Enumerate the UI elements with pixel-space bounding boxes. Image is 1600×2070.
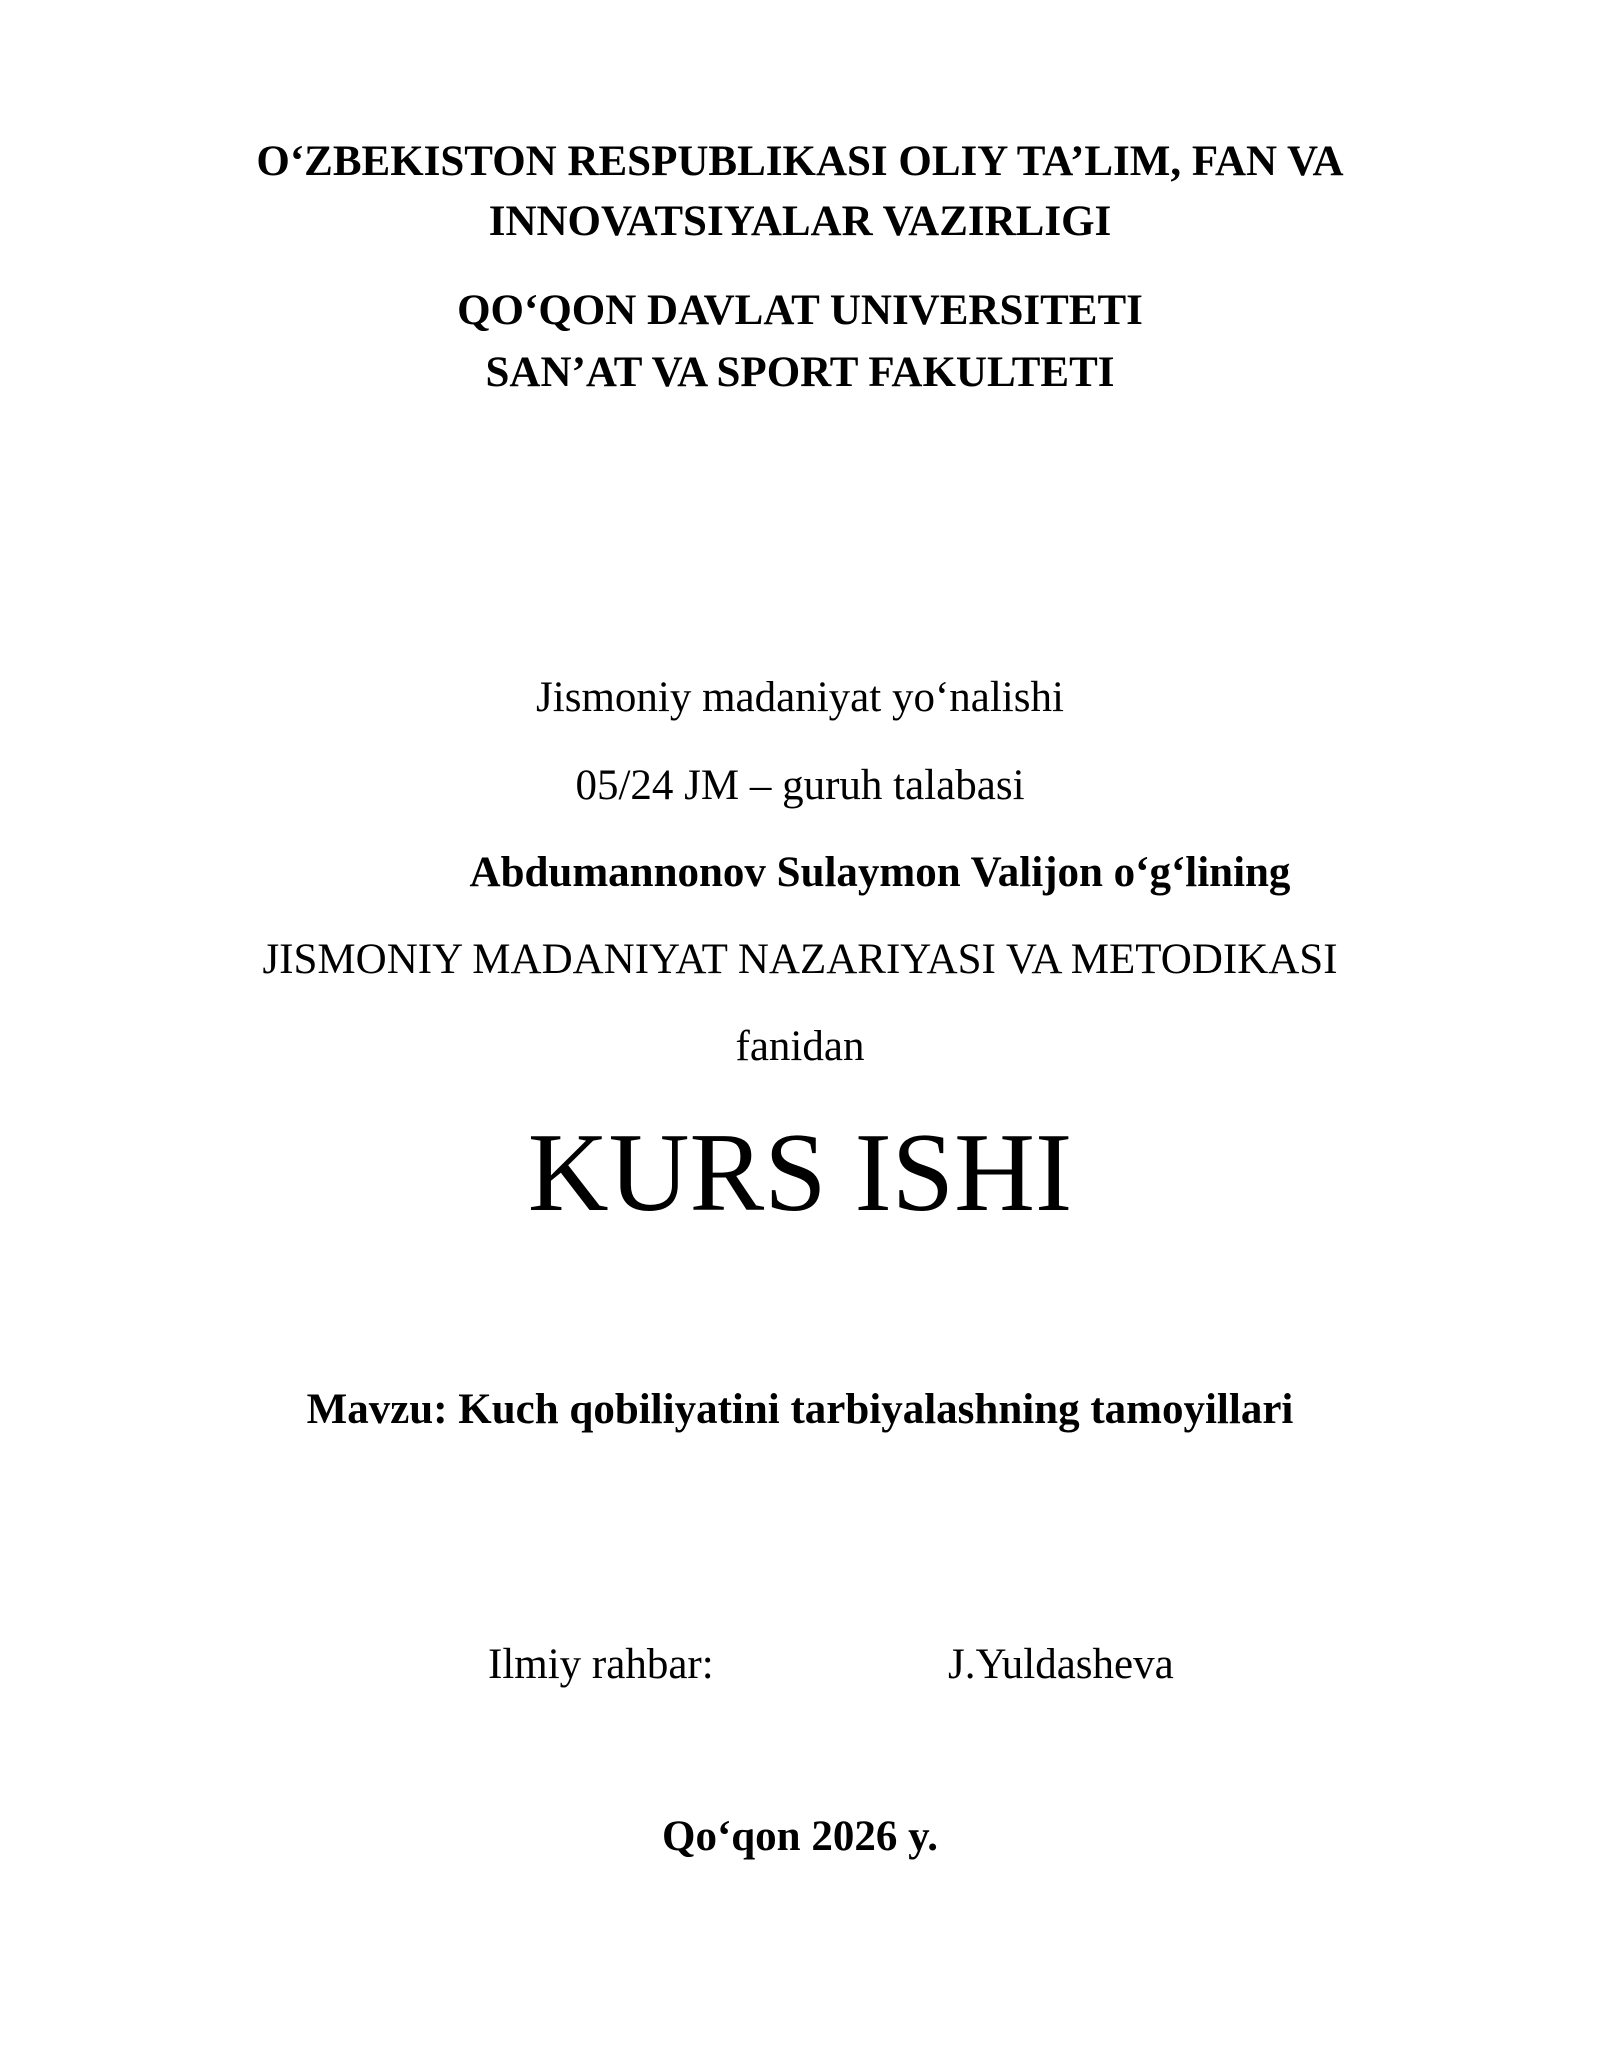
supervisor-label: Ilmiy rahbar: <box>488 1641 714 1688</box>
document-type-title: KURS ISHI <box>527 1111 1073 1235</box>
subject-suffix: fanidan <box>735 1023 865 1070</box>
ministry-title-line-1: O‘ZBEKISTON RESPUBLIKASI OLIY TA’LIM, FAN VA <box>256 138 1344 185</box>
study-direction: Jismoniy madaniyat yo‘nalishi <box>536 674 1064 721</box>
place-and-year: Qo‘qon 2026 y. <box>662 1813 938 1860</box>
supervisor-name: J.Yuldasheva <box>948 1641 1174 1688</box>
topic-line: Mavzu: Kuch qobiliyatini tarbiyalashning tamoyillari <box>306 1386 1294 1433</box>
faculty-name: SAN’AT VA SPORT FAKULTETI <box>485 349 1115 396</box>
ministry-title-line-2: INNOVATSIYALAR VAZIRLIGI <box>488 198 1112 245</box>
student-name: Abdumannonov Sulaymon Valijon o‘g‘lining <box>469 849 1291 896</box>
student-group: 05/24 JM – guruh talabasi <box>575 762 1025 809</box>
subject-name: JISMONIY MADANIYAT NAZARIYASI VA METODIKASI <box>262 936 1338 983</box>
university-name: QO‘QON DAVLAT UNIVERSITETI <box>457 287 1143 334</box>
